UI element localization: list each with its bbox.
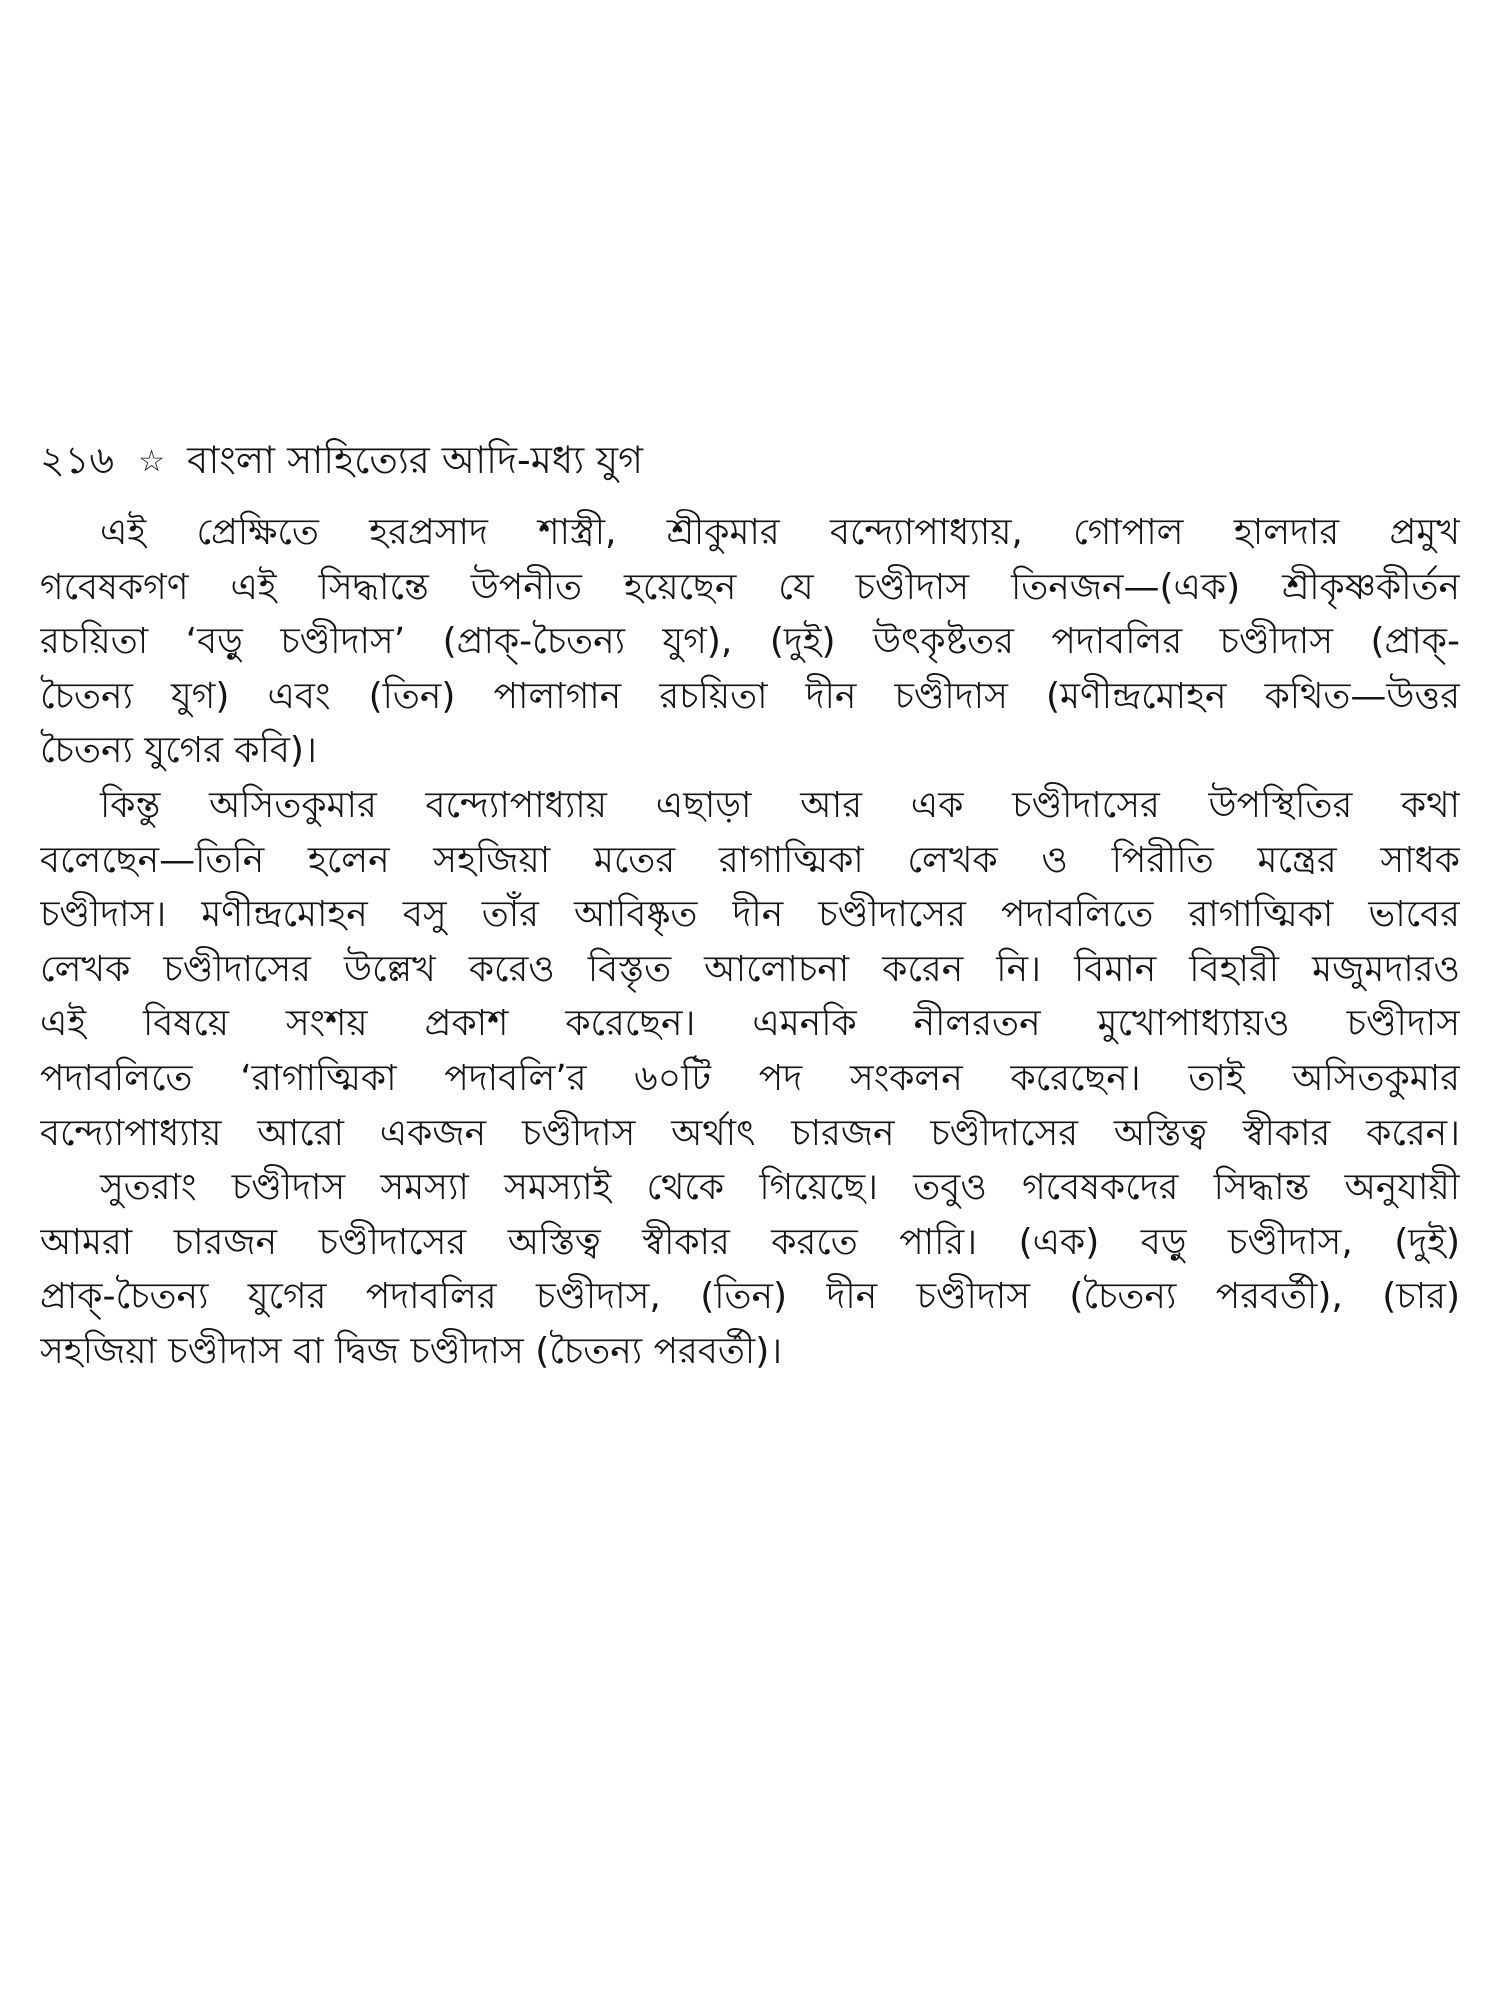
text-line: সুতরাং চণ্ডীদাস সমস্যা সমস্যাই থেকে গিয়েছে। তবুও গবেষকদের সিদ্ধান্ত অনুযায়ী — [100, 1167, 1460, 1209]
text-line: এই বিষয়ে সংশয় প্রকাশ করেছেন। এমনকি নীলরতন মুখোপাধ্যায়ও চণ্ডীদাস — [40, 1003, 1460, 1045]
text-line: সহজিয়া চণ্ডীদাস বা দ্বিজ চণ্ডীদাস (চৈতন্য পরবর্তী)। — [40, 1330, 783, 1372]
text-line: বন্দ্যোপাধ্যায় আরো একজন চণ্ডীদাস অর্থাৎ চারজন চণ্ডীদাসের অস্তিত্ব স্বীকার করেন। — [40, 1112, 1460, 1154]
text-line: কিন্তু অসিতকুমার বন্দ্যোপাধ্যায় এছাড়া আর এক চণ্ডীদাসের উপস্থিতির কথা — [100, 784, 1460, 826]
star-icon: ☆ — [138, 444, 166, 479]
paragraph-3 — [40, 1161, 1460, 1379]
text-line: চণ্ডীদাস। মণীন্দ্রমোহন বসু তাঁর আবিষ্কৃত দীন চণ্ডীদাসের পদাবলিতে রাগাত্মিকা ভাবের — [40, 894, 1460, 936]
text-line: পদাবলিতে ‘রাগাত্মিকা পদাবলি’র ৬০টি পদ সংকলন করেছেন। তাই অসিতকুমার — [40, 1057, 1460, 1099]
text-line: গবেষকগণ এই সিদ্ধান্তে উপনীত হয়েছেন যে চণ্ডীদাস তিনজন—(এক) শ্রীকৃষ্ণকীর্তন — [40, 566, 1460, 608]
page-number: ২১৬ — [40, 438, 115, 482]
text-line: লেখক চণ্ডীদাসের উল্লেখ করেও বিস্তৃত আলোচনা করেন নি। বিমান বিহারী মজুমদারও — [40, 948, 1460, 990]
text-line: বলেছেন—তিনি হলেন সহজিয়া মতের রাগাত্মিকা লেখক ও পিরীতি মন্ত্রের সাধক — [40, 839, 1460, 881]
book-page — [40, 428, 1460, 1380]
text-line: রচয়িতা ‘বড়ু চণ্ডীদাস’ (প্রাক্-চৈতন্য যুগ), (দুই) উৎকৃষ্টতর পদাবলির চণ্ডীদাস (প্রাক্- — [40, 621, 1460, 663]
text-line: এই প্রেক্ষিতে হরপ্রসাদ শাস্ত্রী, শ্রীকুমার বন্দ্যোপাধ্যায়, গোপাল হালদার প্রমুখ — [100, 512, 1460, 553]
text-line: চৈতন্য যুগ) এবং (তিন) পালাগান রচয়িতা দীন চণ্ডীদাস (মণীন্দ্রমোহন কথিত—উত্তর — [40, 675, 1460, 717]
text-line: আমরা চারজন চণ্ডীদাসের অস্তিত্ব স্বীকার করতে পারি। (এক) বড়ু চণ্ডীদাস, (দুই) — [40, 1221, 1460, 1263]
text-line: চৈতন্য যুগের কবি)। — [40, 730, 317, 772]
running-header — [40, 428, 1460, 492]
paragraph-1 — [40, 506, 1460, 779]
paragraph-2 — [40, 779, 1460, 1161]
text-line: প্রাক্-চৈতন্য যুগের পদাবলির চণ্ডীদাস, (তিন) দীন চণ্ডীদাস (চৈতন্য পরবর্তী), (চার) — [40, 1276, 1460, 1318]
book-title: বাংলা সাহিত্যের আদি-মধ্য যুগ — [187, 438, 644, 482]
